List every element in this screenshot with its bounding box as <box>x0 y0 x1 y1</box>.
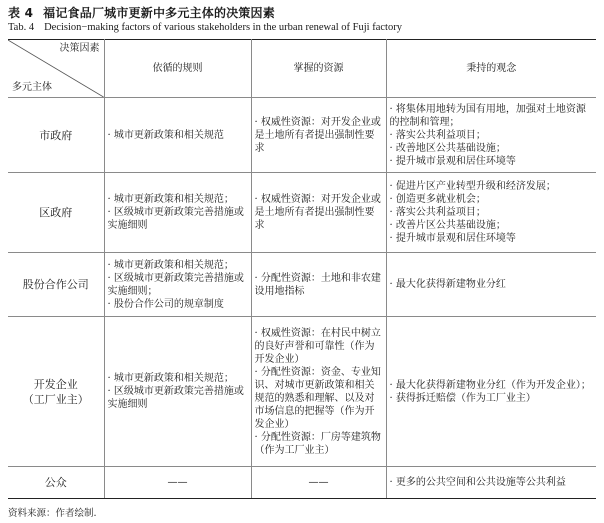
corner-label-factors: 决策因素 <box>59 43 100 54</box>
table-row <box>8 253 596 317</box>
table-row <box>8 317 596 467</box>
list-item: · 将集体用地转为国有用地，加强对土地资源的控制和管理； <box>389 103 586 128</box>
list-item: · 更多的公共空间和公共设施等公共利益 <box>389 477 566 488</box>
list-item: · 改善地区公共基础设施； <box>389 142 506 154</box>
table-number-cn: 表 4 <box>8 6 34 20</box>
corner-label-actors: 多元主体 <box>12 82 52 93</box>
table-row <box>8 173 596 253</box>
actor-cell: 区政府 <box>8 173 104 253</box>
actor-cell: 市政府 <box>8 98 104 173</box>
list-item: · 改善片区公共基础设施； <box>389 220 506 231</box>
actor-subtitle: （工厂业主） <box>22 392 89 406</box>
list-item: · 促进片区产业转型升级和经济发展； <box>389 181 556 192</box>
actor-cell: 股份合作公司 <box>8 253 104 317</box>
list-item: · 落实公共利益项目； <box>389 207 486 218</box>
list-item: · 最大化获得新建物业分红（作为开发企业）； <box>389 379 591 391</box>
list-item: · 提升城市景观和居住环境等 <box>389 233 516 244</box>
source-note: 资料来源：作者绘制. <box>8 508 97 519</box>
list-item: · 区级城市更新政策完善措施或实施细则 <box>107 386 244 410</box>
header-rules: 依循的规则 <box>104 40 251 98</box>
list-item: · 获得拆迁赔偿（作为工厂业主） <box>389 392 536 404</box>
rules-cell <box>104 173 251 253</box>
table-row <box>8 467 596 499</box>
list-item: · 区级城市更新政策完善措施或实施细则； <box>107 272 244 297</box>
list-item: · 城市更新政策和相关规范 <box>107 129 224 141</box>
list-item: · 落实公共利益项目； <box>389 129 486 141</box>
resources-cell <box>251 173 386 253</box>
list-item: · 城市更新政策和相关规范； <box>107 373 234 384</box>
list-item: · 分配性资源：土地和非农建设用地指标 <box>254 272 381 297</box>
list-item: · 城市更新政策和相关规范； <box>107 259 234 271</box>
rules-cell <box>104 317 251 467</box>
resources-cell <box>251 253 386 317</box>
rules-cell-empty: —— <box>104 467 251 499</box>
table-title-en <box>8 21 596 35</box>
table-title-en-text: Decision−making factors of various stakeholders in the urban renewal of Fuji factory <box>44 22 402 33</box>
list-item: · 最大化获得新建物业分红 <box>389 279 506 290</box>
decision-factors-table <box>8 39 596 499</box>
table-title-cn <box>8 6 596 21</box>
ideas-cell <box>386 98 596 173</box>
list-item: · 权威性资源：对开发企业或是土地所有者提出强制性要求 <box>254 116 381 154</box>
ideas-cell <box>386 317 596 467</box>
header-ideas: 秉持的观念 <box>386 40 596 98</box>
header-row <box>8 40 596 98</box>
list-item: · 城市更新政策和相关规范； <box>107 194 234 205</box>
ideas-cell <box>386 173 596 253</box>
resources-cell <box>251 98 386 173</box>
list-item: · 提升城市景观和居住环境等 <box>389 155 516 167</box>
list-item: · 分配性资源：资金、专业知识、对城市更新政策和相关规范的熟悉和理解、以及对市场信息的把握等（作为开发企业） <box>254 366 381 430</box>
rules-cell <box>104 98 251 173</box>
rules-cell <box>104 253 251 317</box>
resources-cell-empty: —— <box>251 467 386 499</box>
actor-cell: 公众 <box>8 467 104 499</box>
actor-cell <box>8 317 104 467</box>
table-number-en: Tab. 4 <box>8 22 35 33</box>
list-item: · 权威性资源：在村民中树立的良好声誉和可靠性（作为开发企业） <box>254 327 381 365</box>
list-item: · 区级城市更新政策完善措施或实施细则 <box>107 207 244 231</box>
header-resources: 掌握的资源 <box>251 40 386 98</box>
table-row <box>8 98 596 173</box>
list-item: · 股份合作公司的规章制度 <box>107 298 224 310</box>
resources-cell <box>251 317 386 467</box>
list-item: · 权威性资源：对开发企业或是土地所有者提出强制性要求 <box>254 194 381 231</box>
header-corner-cell <box>8 40 104 98</box>
actor-name: 开发企业 <box>33 377 78 391</box>
list-item: · 创造更多就业机会； <box>389 194 486 205</box>
list-item: · 分配性资源：厂房等建筑物（作为工厂业主） <box>254 431 381 456</box>
table-title-cn-text: 福记食品厂城市更新中多元主体的决策因素 <box>43 6 275 20</box>
ideas-cell <box>386 467 596 499</box>
ideas-cell <box>386 253 596 317</box>
